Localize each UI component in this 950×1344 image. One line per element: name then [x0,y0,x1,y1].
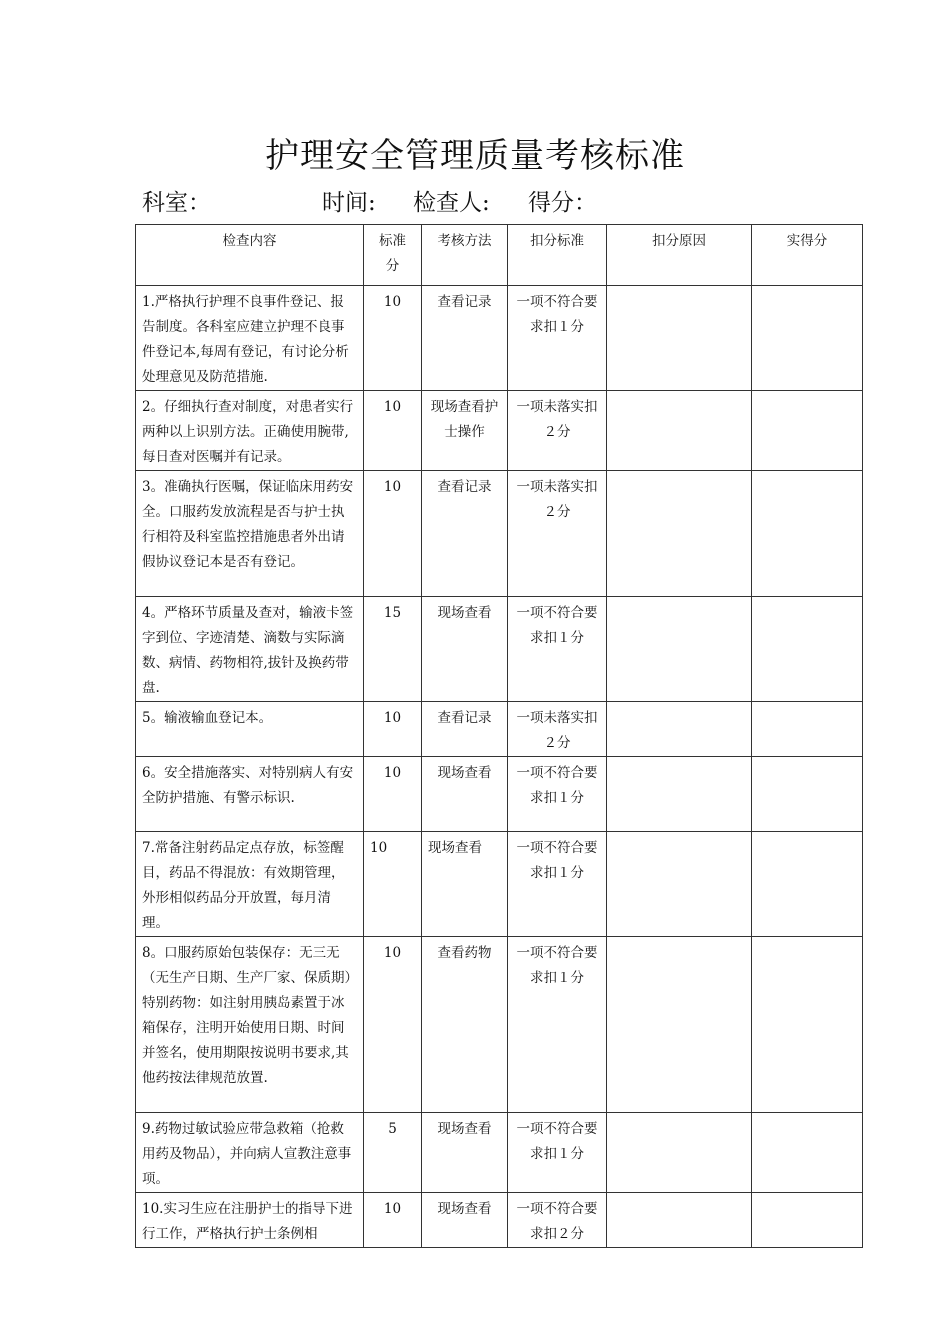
time-label: 时间: [322,190,376,216]
dept-label: 科室： [142,190,211,216]
row-reason [607,1193,752,1248]
row-reason [607,702,752,757]
row-rule: 一项未落实扣２分 [508,471,607,597]
table-header-row [136,225,863,286]
table-row [136,1193,863,1248]
row-rule: 一项不符合要求扣１分 [508,597,607,702]
row-reason [607,832,752,937]
row-reason [607,597,752,702]
row-content: 1.严格执行护理不良事件登记、报告制度。各科室应建立护理不良事件登记本,每周有登记，有讨论分析处理意见及防范措施. [136,286,364,391]
table-row [136,597,863,702]
row-content: 4。严格环节质量及查对，输液卡签字到位、字迹清楚、滴数与实际滴数、病情、药物相符,拔针及换药带盘. [136,597,364,702]
header-method: 考核方法 [422,225,508,286]
row-method: 查看记录 [422,471,508,597]
row-method: 现场查看 [422,1113,508,1193]
row-content: 7.常备注射药品定点存放，标签醒目，药品不得混放：有效期管理，外形相似药品分开放置，每月清理。 [136,832,364,937]
row-content: 8。口服药原始包装保存：无三无（无生产日期、生产厂家、保质期）特别药物：如注射用胰岛素置于冰箱保存，注明开始使用日期、时间并签名，使用期限按说明书要求,其他药按法律规范放置. [136,937,364,1113]
row-content: 5。输液输血登记本。 [136,702,364,757]
row-score: 10 [364,757,422,832]
header-content: 检查内容 [136,225,364,286]
row-reason [607,471,752,597]
table-row [136,286,863,391]
header-actual-score: 实得分 [752,225,863,286]
row-content: 10.实习生应在注册护士的指导下进行工作，严格执行护士条例相 [136,1193,364,1248]
row-rule: 一项不符合要求扣１分 [508,286,607,391]
row-actual [752,757,863,832]
score-label: 得分： [528,190,597,216]
row-score: 10 [364,937,422,1113]
header-deduction-reason: 扣分原因 [607,225,752,286]
table-row [136,937,863,1113]
row-method: 现场查看 [422,757,508,832]
row-reason [607,286,752,391]
row-rule: 一项未落实扣２分 [508,702,607,757]
row-score: 15 [364,597,422,702]
row-score: 10 [364,702,422,757]
row-score: 10 [364,1193,422,1248]
row-actual [752,1113,863,1193]
row-score: 10 [364,471,422,597]
row-score: 10 [364,832,422,937]
row-method: 现场查看 [422,597,508,702]
header-standard-score: 标准分 [364,225,422,286]
row-actual [752,937,863,1113]
row-rule: 一项未落实扣２分 [508,391,607,471]
row-content: 6。安全措施落实、对特别病人有安全防护措施、有警示标识. [136,757,364,832]
row-rule: 一项不符合要求扣１分 [508,757,607,832]
row-method: 查看药物 [422,937,508,1113]
row-actual [752,1193,863,1248]
row-method: 查看记录 [422,286,508,391]
row-actual [752,286,863,391]
header-deduction-rule: 扣分标准 [508,225,607,286]
row-actual [752,391,863,471]
row-method: 现场查看 [422,832,508,937]
row-score: 5 [364,1113,422,1193]
inspector-label: 检查人: [413,190,490,216]
row-actual [752,832,863,937]
row-reason [607,757,752,832]
row-rule: 一项不符合要求扣１分 [508,1113,607,1193]
row-rule: 一项不符合要求扣１分 [508,832,607,937]
table-row [136,757,863,832]
row-rule: 一项不符合要求扣２分 [508,1193,607,1248]
row-actual [752,471,863,597]
table-row [136,832,863,937]
row-content: 3。准确执行医嘱，保证临床用药安全。口服药发放流程是否与护士执行相符及科室监控措施患者外出请假协议登记本是否有登记。 [136,471,364,597]
row-content: 9.药物过敏试验应带急救箱（抢救用药及物品），并向病人宣教注意事项。 [136,1113,364,1193]
assessment-table [135,224,863,1248]
table-row [136,702,863,757]
row-content: 2。仔细执行查对制度，对患者实行两种以上识别方法。正确使用腕带,每日查对医嘱并有记录。 [136,391,364,471]
table-row [136,471,863,597]
row-method: 查看记录 [422,702,508,757]
row-rule: 一项不符合要求扣１分 [508,937,607,1113]
row-reason [607,391,752,471]
row-score: 10 [364,391,422,471]
row-method: 现场查看 [422,1193,508,1248]
table-row [136,391,863,471]
row-method: 现场查看护士操作 [422,391,508,471]
page-title: 护理安全管理质量考核标准 [265,136,685,176]
table-row [136,1113,863,1193]
row-actual [752,702,863,757]
row-reason [607,1113,752,1193]
row-score: 10 [364,286,422,391]
row-reason [607,937,752,1113]
row-actual [752,597,863,702]
